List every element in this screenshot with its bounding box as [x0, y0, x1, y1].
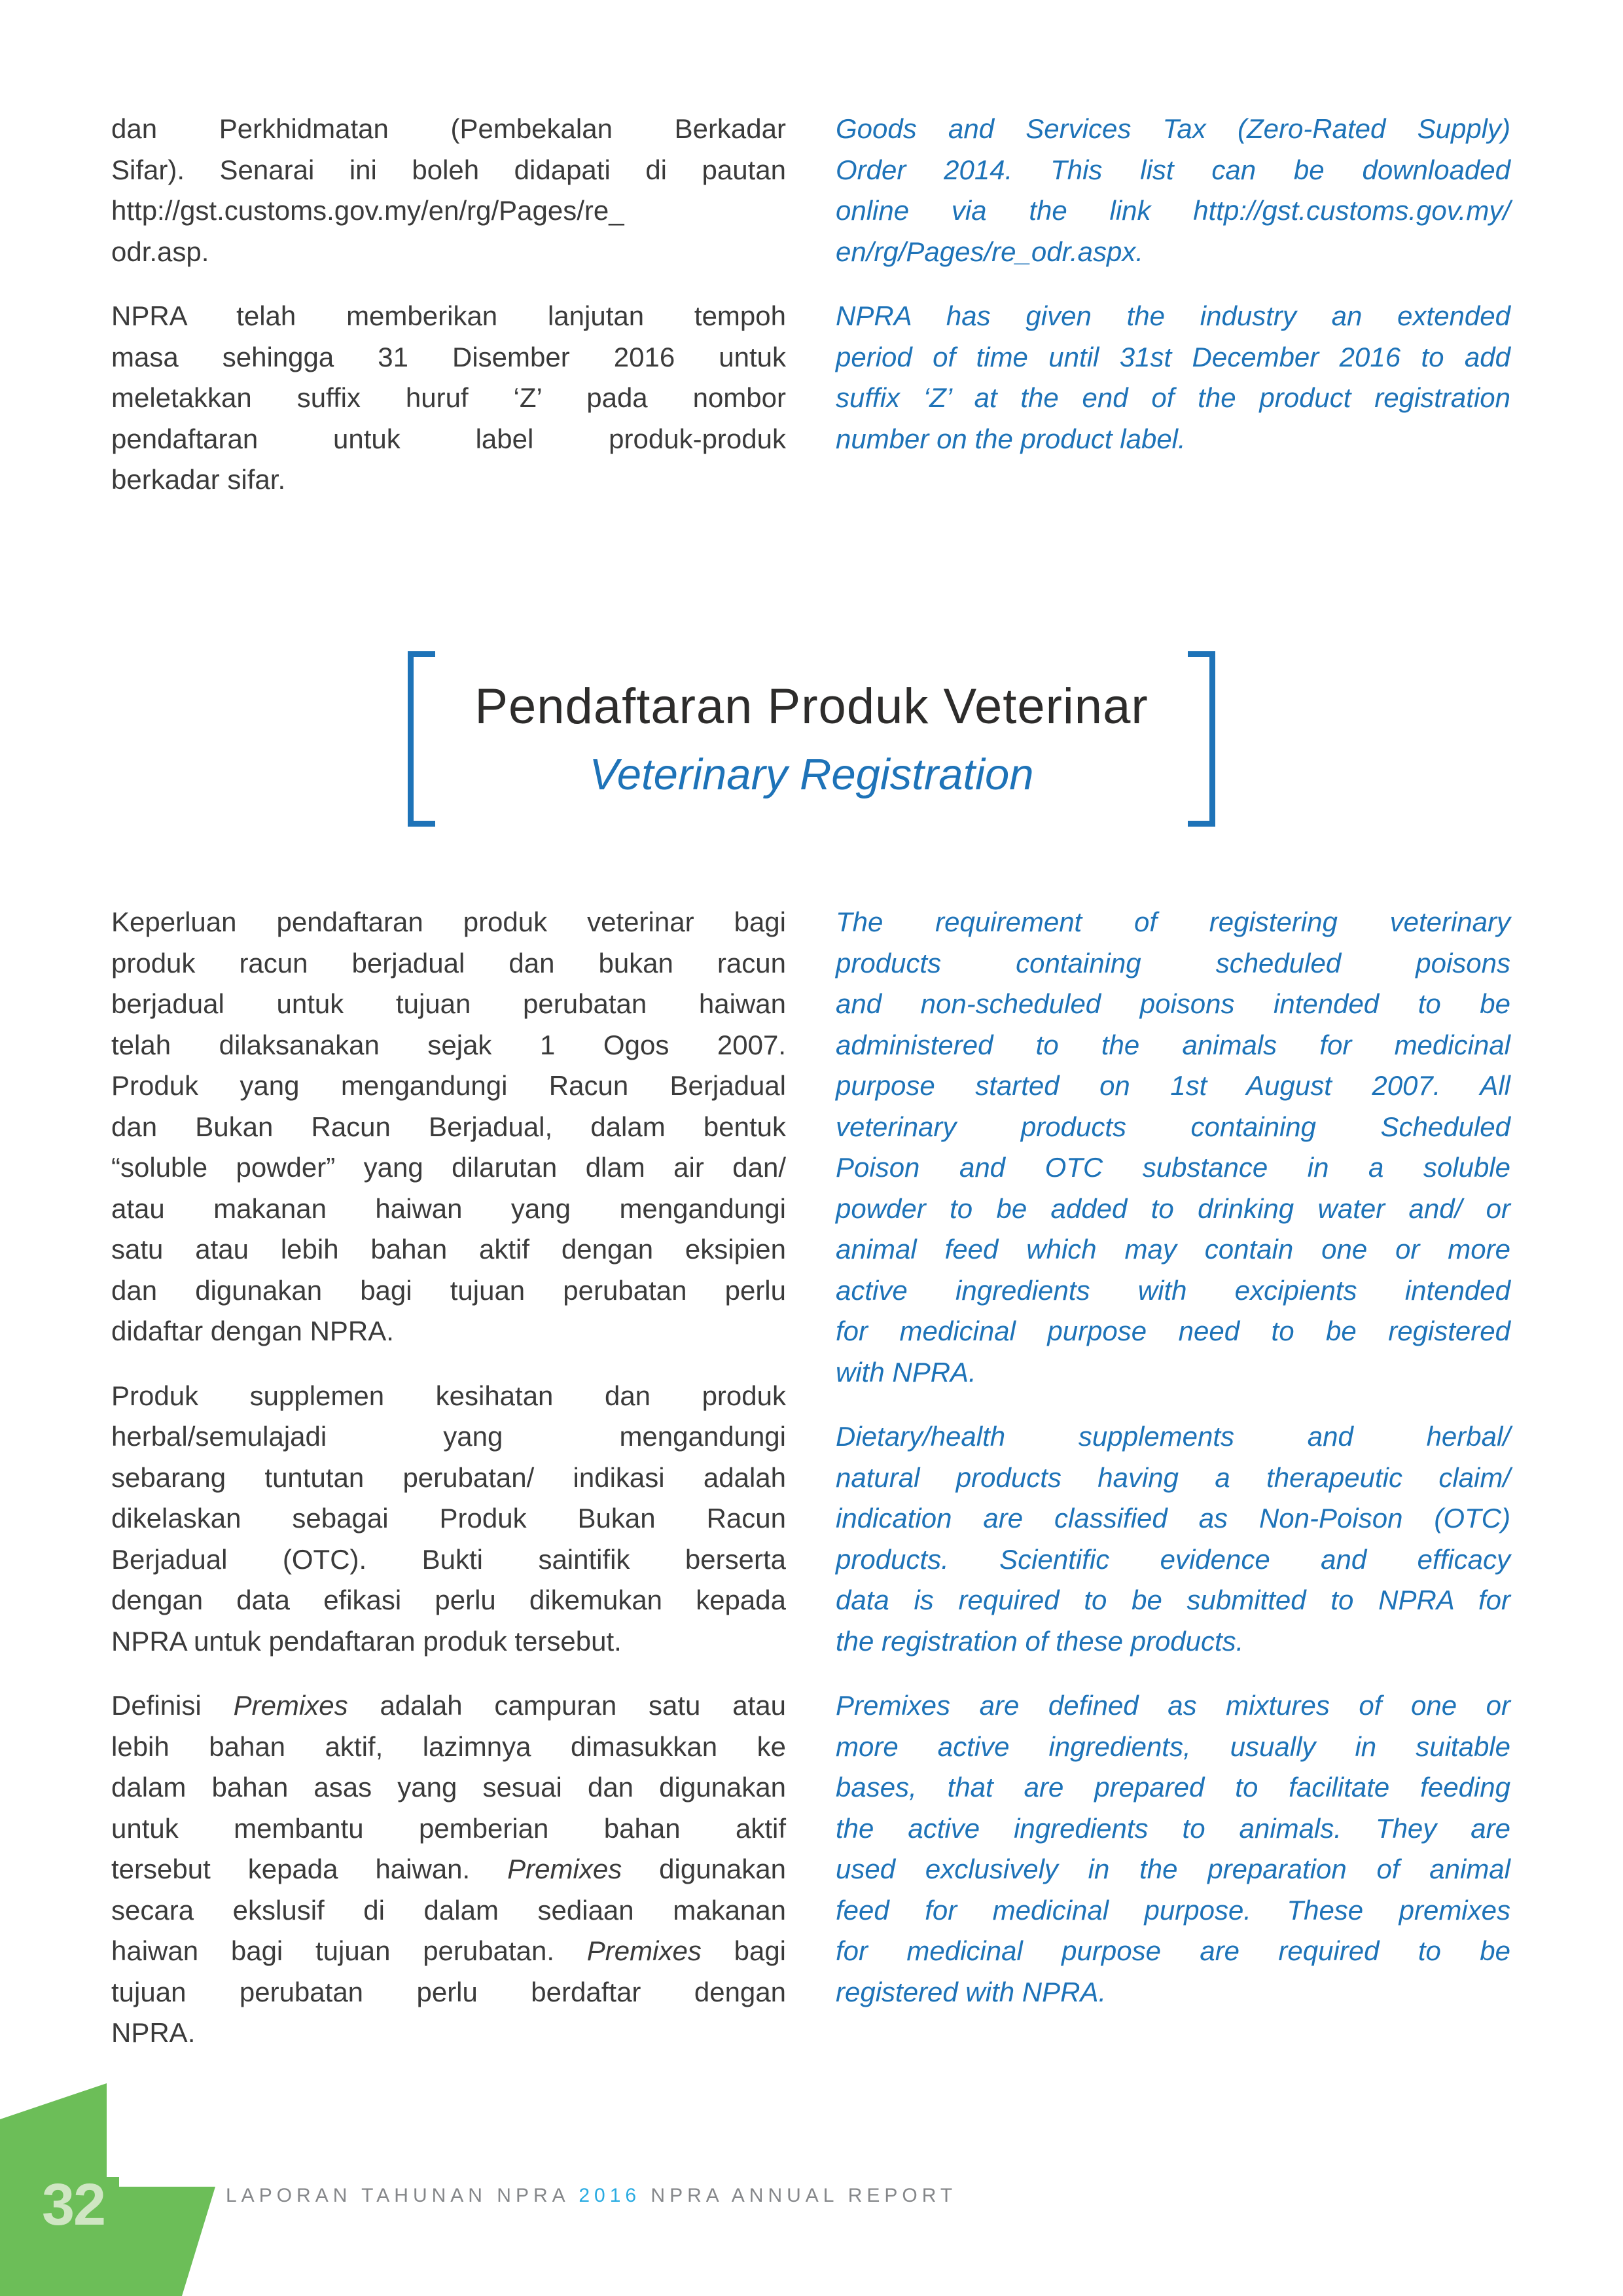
page-number: 32 [42, 2172, 105, 2238]
paragraph: Definisi Premixes adalah campuran satu atau lebih bahan aktif, lazimnya dimasukkan ke dalam bahan asas yang sesuai dan digunakan untuk membantu pemberian bahan aktif tersebut kepada haiwan. Premixes digunakan secara ekslusif di dalam sediaan makanan haiwan bagi tujuan perubatan. Premixes bagi tujuan perubatan perlu berdaftar dengan NPRA. [111, 1690, 787, 2048]
bracket-left-decoration [408, 651, 435, 827]
paragraph: Goods and Services Tax (Zero-Rated Supply) Order 2014. This list can be downloaded online via the link http://gst.customs.gov.my/ en/rg/Pages/re_odr.aspx. [836, 113, 1510, 267]
heading-text [435, 651, 1188, 827]
paragraph: The requirement of registering veterinary products containing scheduled poisons and non-scheduled poisons intended to be administered to the animals for medicinal purpose started on 1st August 2007. All veterinary products containing Scheduled Poison and OTC substance in a soluble powder to be added to drinking water and/ or animal feed which may contain one or more active ingredients with excipients intended for medicinal purpose need to be registered with NPRA. [836, 906, 1510, 1388]
paragraph: dan Perkhidmatan (Pembekalan Berkadar Sifar). Senarai ini boleh didapati di pautan http://gst.customs.gov.my/en/rg/Pages/re_ odr.asp. [111, 113, 786, 267]
paragraph: Keperluan pendaftaran produk veterinar bagi produk racun berjadual dan bukan racun berjadual untuk tujuan perubatan haiwan telah dilaksanakan sejak 1 Ogos 2007. Produk yang mengandungi Racun Berjadual dan Bukan Racun Berjadual, dalam bentuk “soluble powder” yang dilarutan dlam air dan/ atau makanan haiwan yang mengandungi satu atau lebih bahan aktif dengan eksipien dan digunakan bagi tujuan perubatan perlu didaftar dengan NPRA. [111, 906, 786, 1346]
top-right-column-english [836, 109, 1510, 524]
footer-caption-suffix: NPRA ANNUAL REPORT [641, 2185, 957, 2206]
heading-box [408, 651, 1215, 827]
footer-caption-prefix: LAPORAN TAHUNAN NPRA [226, 2185, 579, 2206]
green-corner-polygon [0, 2083, 215, 2296]
paragraph: Dietary/health supplements and herbal/ natural products having a therapeutic claim/ indication are classified as Non-Poison (OTC) products. Scientific evidence and efficacy data is required to be submitted to NPRA for the registration of these products. [836, 1421, 1510, 1657]
footer-caption-year: 2016 [579, 2185, 641, 2206]
top-text-block [111, 109, 1510, 524]
footer-caption [226, 2185, 957, 2207]
heading-title-english: Veterinary Registration [589, 750, 1034, 799]
main-text-block [111, 902, 1510, 2077]
main-right-column-english [836, 902, 1510, 2077]
heading-title-malay: Pendaftaran Produk Veterinar [474, 679, 1149, 734]
green-corner-shape [0, 2055, 216, 2296]
bracket-right-decoration [1188, 651, 1215, 827]
paragraph: NPRA telah memberikan lanjutan tempoh masa sehingga 31 Disember 2016 untuk meletakkan suffix huruf ‘Z’ pada nombor pendaftaran untuk label produk-produk berkadar sifar. [111, 300, 786, 495]
section-heading [0, 651, 1623, 827]
paragraph: NPRA has given the industry an extended period of time until 31st December 2016 to add suffix ‘Z’ at the end of the product registration number on the product label. [836, 300, 1510, 454]
paragraph: Produk supplemen kesihatan dan produk herbal/semulajadi yang mengandungi sebarang tuntutan perubatan/ indikasi adalah dikelaskan sebagai Produk Bukan Racun Berjadual (OTC). Bukti saintifik berserta dengan data efikasi perlu dikemukan kepada NPRA untuk pendaftaran produk tersebut. [111, 1380, 786, 1657]
main-left-column-malay [111, 902, 786, 2077]
top-left-column-malay [111, 109, 786, 524]
paragraph: Premixes are defined as mixtures of one or more active ingredients, usually in suitable bases, that are prepared to facilitate feeding the active ingredients to animals. They are used exclusively in the preparation of animal feed for medicinal purpose. These premixes for medicinal purpose are required to be registered with NPRA. [836, 1690, 1510, 2007]
